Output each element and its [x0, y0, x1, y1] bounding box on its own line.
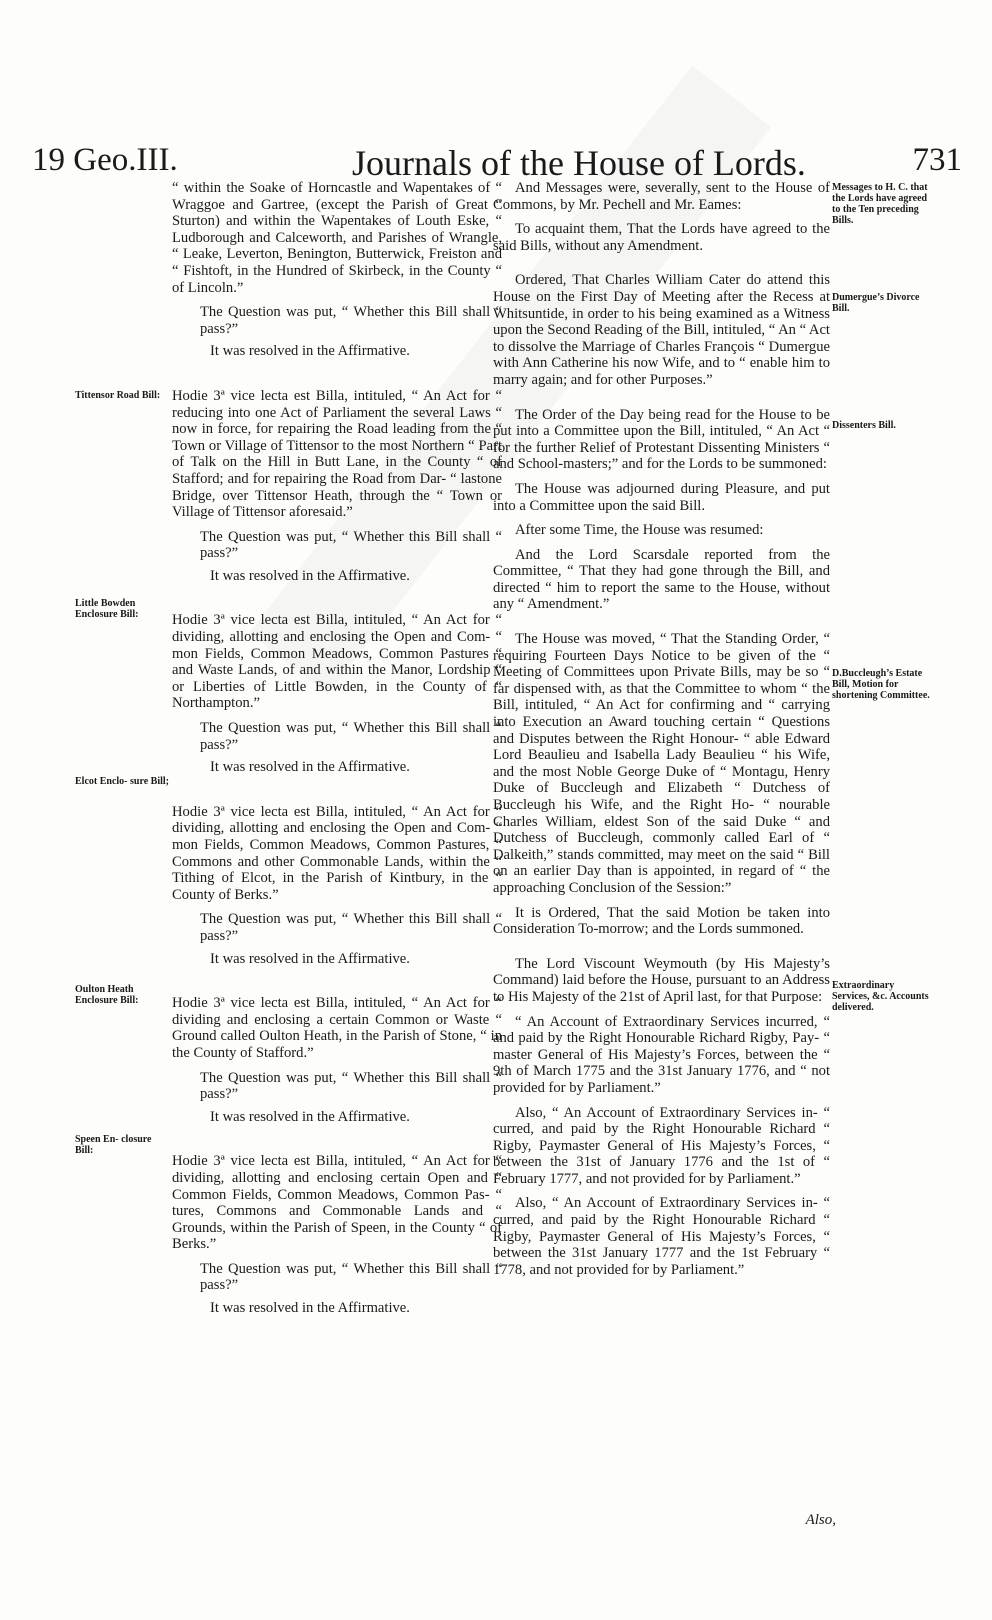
left-column [172, 180, 502, 1345]
paragraph: Also, “ An Account of Extraordinary Services in- “ curred, and paid by the Right Honourable Richard “ Rigby, Paymaster General of His Majesty’s Forces, “ between the 31st of January 1776 and the 1st of “ February 1777, and not provided for by Parliament.” [493, 1104, 830, 1187]
question-line: The Question was put, “ Whether this Bill shall “ pass?” [200, 528, 502, 562]
margin-note-speen: Speen En- closure Bill: [75, 1134, 152, 1156]
margin-note-oulton: Oulton Heath Enclosure Bill: [75, 984, 139, 1006]
question-line: The Question was put, “ Whether this Bill shall “ pass?” [200, 304, 502, 337]
catchword: Also, [805, 1512, 836, 1528]
resolution-line: It was resolved in the Affirmative. [210, 759, 410, 776]
right-column [493, 180, 830, 1286]
paragraph: The Order of the Day being read for the House to be put into a Committee upon the Bill, intituled, “ An Act “ for the further Relief of Protestant Dissenting Ministers “ and School-masters;” and for the Lords to be summoned: [493, 406, 830, 473]
question-line: The Question was put, “ Whether this Bill shall “ pass?” [200, 1069, 502, 1103]
paragraph: Hodie 3ª vice lecta est Billa, intituled, “ An Act for “ dividing and enclosing a certain Common or Waste “ Ground called Oulton Heath, in the Parish of Stone, “ in the County of Stafford.” [172, 995, 502, 1061]
paragraph: Ordered, That Charles William Cater do attend this House on the First Day of Meeting after the Recess at Whitsuntide, in order to his being examined as a Witness upon the Second Reading of the Bill, intituled, “ An “ Act to dissolve the Marriage of Charles François “ Dumergue with Ann Catherine his now Wife, and to “ enable him to marry again; and for other Purposes.” [493, 272, 830, 388]
resolution-line: It was resolved in the Affirmative. [210, 567, 410, 584]
paragraph: To acquaint them, That the Lords have agreed to the said Bills, without any Amendment. [493, 221, 830, 254]
paragraph: And Messages were, severally, sent to the House of Commons, by Mr. Pechell and Mr. Eames: [493, 180, 830, 213]
resolution-line: It was resolved in the Affirmative. [210, 1108, 410, 1125]
header-title: Journals of the House of Lords. [352, 143, 806, 183]
paragraph: It is Ordered, That the said Motion be taken into Consideration To-morrow; and the Lords summoned. [493, 904, 830, 938]
page-number: 731 [912, 142, 962, 178]
question-line: The Question was put, “ Whether this Bill shall “ pass?” [200, 911, 502, 944]
paragraph: After some Time, the House was resumed: [515, 522, 764, 539]
paragraph: Hodie 3ª vice lecta est Billa, intituled, “ An Act for “ dividing, allotting and enclosing certain Open and “ Common Fields, Common Meadows, Common Pas- “ tures, Commons and Commonable Lands and “ Grounds, within the Parish of Speen, in the County “ of Berks.” [172, 1153, 502, 1253]
paragraph: The Lord Viscount Weymouth (by His Majesty’s Command) laid before the House, pursuant to an Address to His Majesty of the 21st of April last, for that Purpose: [493, 955, 830, 1005]
resolution-line: It was resolved in the Affirmative. [210, 1300, 410, 1317]
margin-note-little-bowden: Little Bowden Enclosure Bill: [75, 598, 139, 620]
resolution-line: It was resolved in the Affirmative. [210, 950, 410, 967]
paragraph: “ within the Soake of Horncastle and Wapentakes of “ Wraggoe and Gartree, (except the Parish of Great “ Sturton) and within the Wapentakes of Louth Eske, “ Ludborough and Calceworth, and Parishes of Wrangle, “ Leake, Leverton, Benington, Butterwick, Freiston and “ Fishtoft, in the Hundred of Skirbeck, in the County “ of Lincoln.” [172, 180, 502, 296]
margin-note-elcot: Elcot Enclo- sure Bill; [75, 776, 169, 787]
paragraph: Hodie 3ª vice lecta est Billa, intituled, “ An Act for “ dividing, allotting and enclosing the Open and Com- “ mon Fields, Common Meadows, Common Pastures, “ Commons and other Commonable Lands, within the “ Tithing of Elcot, in the Parish of Kintbury, in the “ County of Berks.” [172, 803, 502, 903]
paragraph: The House was moved, “ That the Standing Order, “ requiring Fourteen Days Notice to be given of the “ Meeting of Committees upon Private Bills, may be so “ far dispensed with, as that the Committee to whom “ the Bill, intituled, “ An Act for confirming and “ carrying into Execution an Award touching certain “ Questions and Disputes between the Right Honour- “ able Edward Lord Beaulieu and Isabella Lady Beaulieu “ his Wife, and the most Noble George Duke of “ Montagu, Henry Duke of Buccleugh and Elizabeth “ Dutchess of Buccleugh his Wife, and the Right Ho- “ nourable Charles William, eldest Son of the said Duke “ and Dutchess of Buccleugh, commonly called Earl of “ Dalkeith,” stands committed, may meet on the said “ Bill on an earlier Day than is appointed, in regard of “ the approaching Conclusion of the Session:” [493, 631, 830, 896]
paragraph: Hodie 3ª vice lecta est Billa, intituled, “ An Act for “ reducing into one Act of Parliament the several Laws “ now in force, for repairing the Road leading from the “ Town or Village of Tittensor to the most Northern “ Part of Talk on the Hill in Butt Lane, in the County “ of Stafford; and for repairing the Road from Dar- “ lastone Bridge, over Tittensor Heath, through the “ Town or Village of Tittensor aforesaid.” [172, 387, 502, 521]
header-regnal-year: 19 Geo.III. [32, 142, 178, 178]
paragraph: And the Lord Scarsdale reported from the Committee, “ That they had gone through the Bill, and directed “ him to report the same to the House, without any “ Amendment.” [493, 546, 830, 613]
margin-note-dumergue: Dumergue’s Divorce Bill. [832, 292, 920, 314]
margin-note-buccleugh: D.Buccleugh’s Estate Bill, Motion for shortening Committee. [832, 668, 930, 701]
question-line: The Question was put, “ Whether this Bill shall “ pass?” [200, 720, 502, 753]
resolution-line: It was resolved in the Affirmative. [210, 343, 410, 360]
margin-note-tittensor: Tittensor Road Bill: [75, 390, 161, 401]
margin-note-dissenters: Dissenters Bill. [832, 420, 896, 431]
paragraph: Hodie 3ª vice lecta est Billa, intituled, “ An Act for “ dividing, allotting and enclosing the Open and Com- “ mon Fields, Common Meadows, Common Pastures “ and Waste Lands, of and within the Manor, Lordship “ or Liberties of Little Bowden, in the County of “ Northampton.” [172, 612, 502, 712]
margin-note-messages: Messages to H. C. that the Lords have agreed to the Ten preceding Bills. [832, 182, 928, 226]
paragraph: The House was adjourned during Pleasure, and put into a Committee upon the said Bill. [493, 480, 830, 514]
margin-note-extraordinary: Extraordinary Services, &c. Accounts delivered. [832, 980, 929, 1013]
question-line: The Question was put, “ Whether this Bill shall “ pass?” [200, 1260, 502, 1294]
paragraph: “ An Account of Extraordinary Services incurred, “ and paid by the Right Honourable Richard Rigby, Pay- “ master General of His Majesty’s Forces, between the “ 9th of March 1775 and the 31st January 1776, and “ not provided for by Parliament.” [493, 1013, 830, 1096]
paragraph: Also, “ An Account of Extraordinary Services in- “ curred, and paid by the Right Honourable Richard “ Rigby, Paymaster General of His Majesty’s Forces, “ between the 31st January 1777 and the 1st February “ 1778, and not provided for by Parliament.” [493, 1195, 830, 1278]
